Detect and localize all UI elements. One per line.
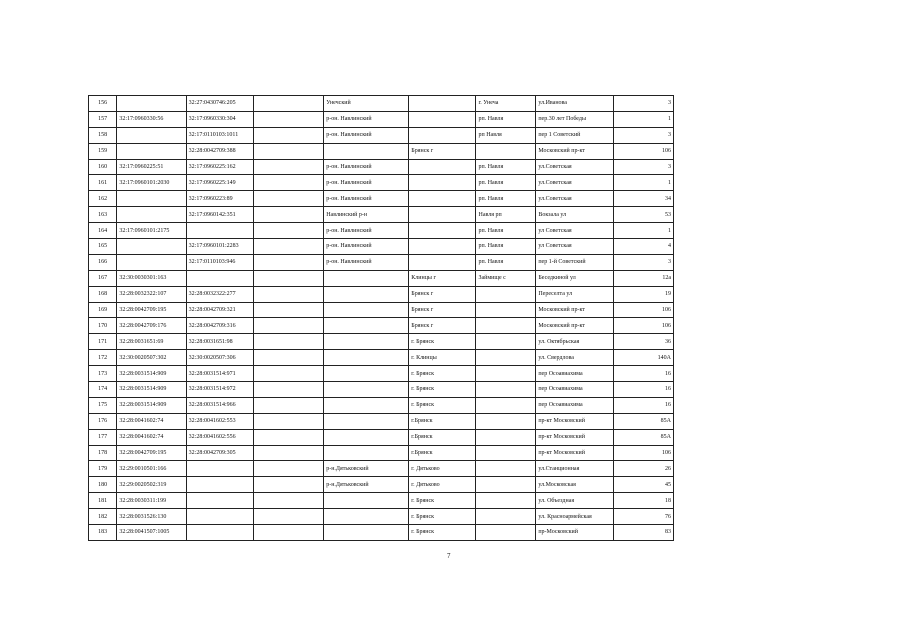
cell-district bbox=[324, 270, 409, 286]
cell-city bbox=[409, 223, 476, 239]
cell-street: ул Советская bbox=[536, 223, 614, 239]
cell-district: р-он. Навлинский bbox=[324, 191, 409, 207]
cell-cadastral-number-land: 32:28:0041602:74 bbox=[117, 413, 186, 429]
cell-street: ул.Иванова bbox=[536, 96, 614, 112]
cell-extra-field bbox=[253, 445, 323, 461]
cell-settlement bbox=[476, 445, 536, 461]
cell-house-number: 1 bbox=[614, 175, 674, 191]
cell-cadastral-number-building: 32:28:0042709:305 bbox=[186, 445, 253, 461]
cell-house-number: 3 bbox=[614, 96, 674, 112]
cell-settlement bbox=[476, 397, 536, 413]
cell-district bbox=[324, 493, 409, 509]
cell-cadastral-number-building: 32:28:0042709:316 bbox=[186, 318, 253, 334]
cell-row-number: 172 bbox=[89, 350, 117, 366]
cell-cadastral-number-land: 32:28:0042709:195 bbox=[117, 445, 186, 461]
cell-cadastral-number-building: 32:28:0031514:966 bbox=[186, 397, 253, 413]
cell-cadastral-number-building: 32:28:0031514:971 bbox=[186, 366, 253, 382]
cell-cadastral-number-building: 32:28:0041602:553 bbox=[186, 413, 253, 429]
cell-house-number: 85А bbox=[614, 413, 674, 429]
cell-city: г. Брянск bbox=[409, 493, 476, 509]
table-row bbox=[89, 429, 674, 445]
cell-cadastral-number-land: 32:17:0960101:2175 bbox=[117, 223, 186, 239]
cell-district: р-он. Навлинский bbox=[324, 111, 409, 127]
cell-settlement: рп. Навля bbox=[476, 239, 536, 255]
cell-cadastral-number-building bbox=[186, 461, 253, 477]
table-row bbox=[89, 493, 674, 509]
cell-row-number: 160 bbox=[89, 159, 117, 175]
table-row bbox=[89, 382, 674, 398]
cell-house-number: 3 bbox=[614, 254, 674, 270]
cell-cadastral-number-building bbox=[186, 493, 253, 509]
cell-district bbox=[324, 429, 409, 445]
cell-settlement: г. Унеча bbox=[476, 96, 536, 112]
cell-district: Навлинский р-н bbox=[324, 207, 409, 223]
cell-row-number: 183 bbox=[89, 525, 117, 541]
cell-street: пер 1 Советский bbox=[536, 127, 614, 143]
cell-house-number: 34 bbox=[614, 191, 674, 207]
table-row bbox=[89, 525, 674, 541]
cell-settlement: рп. Навля bbox=[476, 159, 536, 175]
cell-city bbox=[409, 207, 476, 223]
cell-cadastral-number-building bbox=[186, 270, 253, 286]
cell-house-number: 3 bbox=[614, 127, 674, 143]
cell-row-number: 167 bbox=[89, 270, 117, 286]
cell-settlement bbox=[476, 143, 536, 159]
table-row bbox=[89, 397, 674, 413]
table-row bbox=[89, 159, 674, 175]
cell-street: ул.Московская bbox=[536, 477, 614, 493]
cell-settlement bbox=[476, 429, 536, 445]
cell-district: р-н.Дятьковский bbox=[324, 477, 409, 493]
cell-row-number: 175 bbox=[89, 397, 117, 413]
cell-street: Московский пр-кт bbox=[536, 143, 614, 159]
cell-cadastral-number-land: 32:28:0031526:130 bbox=[117, 509, 186, 525]
cell-house-number: 1 bbox=[614, 111, 674, 127]
cell-extra-field bbox=[253, 286, 323, 302]
cell-house-number: 36 bbox=[614, 334, 674, 350]
cell-row-number: 166 bbox=[89, 254, 117, 270]
cell-settlement: рп Навля bbox=[476, 127, 536, 143]
cell-house-number: 4 bbox=[614, 239, 674, 255]
cell-district bbox=[324, 525, 409, 541]
cell-district: р-он. Навлинский bbox=[324, 127, 409, 143]
cell-cadastral-number-land: 32:28:0031514:909 bbox=[117, 366, 186, 382]
cell-settlement bbox=[476, 509, 536, 525]
cell-city bbox=[409, 96, 476, 112]
cell-extra-field bbox=[253, 254, 323, 270]
table-row bbox=[89, 143, 674, 159]
cell-cadastral-number-land: 32:28:0032322:107 bbox=[117, 286, 186, 302]
cell-district bbox=[324, 286, 409, 302]
cell-house-number: 106 bbox=[614, 143, 674, 159]
cell-cadastral-number-land: 32:17:0960101:2030 bbox=[117, 175, 186, 191]
cell-street: Московский пр-кт bbox=[536, 318, 614, 334]
cell-cadastral-number-building: 32:17:0960330:304 bbox=[186, 111, 253, 127]
table-row bbox=[89, 477, 674, 493]
cell-settlement: рп. Навля bbox=[476, 223, 536, 239]
table-row bbox=[89, 461, 674, 477]
cell-row-number: 182 bbox=[89, 509, 117, 525]
cell-district bbox=[324, 445, 409, 461]
cell-row-number: 165 bbox=[89, 239, 117, 255]
cell-settlement bbox=[476, 493, 536, 509]
cell-street: пер 1-й Советский bbox=[536, 254, 614, 270]
cell-district: р-н.Дятьковский bbox=[324, 461, 409, 477]
table-row bbox=[89, 509, 674, 525]
cell-row-number: 171 bbox=[89, 334, 117, 350]
cell-house-number: 16 bbox=[614, 382, 674, 398]
cell-cadastral-number-building: 32:17:0960142:351 bbox=[186, 207, 253, 223]
cell-cadastral-number-land: 32:28:0030311:199 bbox=[117, 493, 186, 509]
cell-extra-field bbox=[253, 477, 323, 493]
cell-row-number: 163 bbox=[89, 207, 117, 223]
cell-cadastral-number-building: 32:28:0042709:321 bbox=[186, 302, 253, 318]
cell-cadastral-number-land bbox=[117, 143, 186, 159]
cell-row-number: 180 bbox=[89, 477, 117, 493]
cell-house-number: 106 bbox=[614, 318, 674, 334]
cell-settlement bbox=[476, 334, 536, 350]
table-row bbox=[89, 207, 674, 223]
cell-row-number: 176 bbox=[89, 413, 117, 429]
cell-city: г. Брянск bbox=[409, 382, 476, 398]
cell-cadastral-number-building: 32:28:0031514:972 bbox=[186, 382, 253, 398]
cell-district: р-он. Навлинский bbox=[324, 254, 409, 270]
cell-cadastral-number-land: 32:28:0042709:195 bbox=[117, 302, 186, 318]
cell-extra-field bbox=[253, 191, 323, 207]
cell-cadastral-number-land: 32:28:0031514:909 bbox=[117, 382, 186, 398]
cell-city bbox=[409, 127, 476, 143]
cell-cadastral-number-land bbox=[117, 191, 186, 207]
table-row bbox=[89, 111, 674, 127]
table-row bbox=[89, 96, 674, 112]
cell-city bbox=[409, 175, 476, 191]
cell-city bbox=[409, 159, 476, 175]
cell-row-number: 157 bbox=[89, 111, 117, 127]
cell-city: Клинцы г bbox=[409, 270, 476, 286]
cell-house-number: 1 bbox=[614, 223, 674, 239]
cell-house-number: 18 bbox=[614, 493, 674, 509]
registry-table-body bbox=[89, 96, 674, 541]
cell-street: ул. Свердлова bbox=[536, 350, 614, 366]
cell-cadastral-number-land bbox=[117, 207, 186, 223]
cell-cadastral-number-building bbox=[186, 477, 253, 493]
table-row bbox=[89, 175, 674, 191]
table-row bbox=[89, 318, 674, 334]
cell-district bbox=[324, 350, 409, 366]
table-row bbox=[89, 302, 674, 318]
cell-row-number: 164 bbox=[89, 223, 117, 239]
table-row bbox=[89, 286, 674, 302]
cell-cadastral-number-building: 32:17:0960223:89 bbox=[186, 191, 253, 207]
cell-row-number: 156 bbox=[89, 96, 117, 112]
table-row bbox=[89, 270, 674, 286]
cell-cadastral-number-building: 32:28:0031651:98 bbox=[186, 334, 253, 350]
cell-extra-field bbox=[253, 207, 323, 223]
cell-settlement bbox=[476, 286, 536, 302]
cell-city: г.Брянск bbox=[409, 429, 476, 445]
cell-street: пер Осоавиахима bbox=[536, 382, 614, 398]
cell-settlement: рп. Навля bbox=[476, 191, 536, 207]
cell-settlement bbox=[476, 382, 536, 398]
cell-extra-field bbox=[253, 159, 323, 175]
cell-settlement bbox=[476, 318, 536, 334]
cell-house-number: 26 bbox=[614, 461, 674, 477]
cell-street: пр-кт Московский bbox=[536, 445, 614, 461]
cell-cadastral-number-land bbox=[117, 254, 186, 270]
cell-city: г. Брянск bbox=[409, 334, 476, 350]
cell-street: Беседкиной ул bbox=[536, 270, 614, 286]
cell-row-number: 162 bbox=[89, 191, 117, 207]
cell-cadastral-number-building: 32:17:0960225:162 bbox=[186, 159, 253, 175]
page-number: 7 bbox=[447, 552, 451, 560]
cell-city: г.Брянск bbox=[409, 445, 476, 461]
cell-street: ул.Советская bbox=[536, 175, 614, 191]
cell-house-number: 16 bbox=[614, 397, 674, 413]
cell-settlement bbox=[476, 477, 536, 493]
table-row bbox=[89, 223, 674, 239]
cell-extra-field bbox=[253, 397, 323, 413]
cell-city: г. Брянск bbox=[409, 366, 476, 382]
table-row bbox=[89, 445, 674, 461]
cell-city: г. Брянск bbox=[409, 525, 476, 541]
cell-settlement: рп. Навля bbox=[476, 175, 536, 191]
cell-cadastral-number-building: 32:28:0041602:556 bbox=[186, 429, 253, 445]
cell-row-number: 170 bbox=[89, 318, 117, 334]
cell-cadastral-number-land: 32:28:0031514:909 bbox=[117, 397, 186, 413]
cell-extra-field bbox=[253, 175, 323, 191]
cell-house-number: 83 bbox=[614, 525, 674, 541]
cell-extra-field bbox=[253, 382, 323, 398]
cell-cadastral-number-land bbox=[117, 239, 186, 255]
cell-house-number: 12а bbox=[614, 270, 674, 286]
cell-settlement bbox=[476, 302, 536, 318]
cell-extra-field bbox=[253, 493, 323, 509]
cell-extra-field bbox=[253, 223, 323, 239]
cell-cadastral-number-building: 32:17:0960101:2283 bbox=[186, 239, 253, 255]
cell-district bbox=[324, 318, 409, 334]
cell-settlement: Навля рп bbox=[476, 207, 536, 223]
cell-cadastral-number-building bbox=[186, 509, 253, 525]
cell-extra-field bbox=[253, 270, 323, 286]
cell-extra-field bbox=[253, 509, 323, 525]
cell-extra-field bbox=[253, 429, 323, 445]
cell-settlement: рп. Навля bbox=[476, 111, 536, 127]
cell-street: ул. Объездная bbox=[536, 493, 614, 509]
cell-city: Брянск г bbox=[409, 318, 476, 334]
cell-house-number: 106 bbox=[614, 445, 674, 461]
cell-city: Брянск г bbox=[409, 143, 476, 159]
cell-city: г. Брянск bbox=[409, 397, 476, 413]
cell-street: пер Осоавиахима bbox=[536, 366, 614, 382]
cell-settlement bbox=[476, 413, 536, 429]
cell-district bbox=[324, 509, 409, 525]
cell-row-number: 179 bbox=[89, 461, 117, 477]
cell-cadastral-number-land: 32:17:0960225:51 bbox=[117, 159, 186, 175]
cell-street: Вокзала ул bbox=[536, 207, 614, 223]
table-row bbox=[89, 334, 674, 350]
cell-settlement bbox=[476, 366, 536, 382]
cell-cadastral-number-land: 32:28:0031651:69 bbox=[117, 334, 186, 350]
cell-settlement: рп. Навля bbox=[476, 254, 536, 270]
cell-city: Брянск г bbox=[409, 302, 476, 318]
table-row bbox=[89, 239, 674, 255]
cell-city bbox=[409, 111, 476, 127]
cell-city: г. Дятьково bbox=[409, 461, 476, 477]
table-row bbox=[89, 191, 674, 207]
cell-district: р-он. Навлинский bbox=[324, 239, 409, 255]
cell-cadastral-number-land: 32:29:0020502:319 bbox=[117, 477, 186, 493]
cell-city: г. Дятьково bbox=[409, 477, 476, 493]
cell-extra-field bbox=[253, 239, 323, 255]
cell-extra-field bbox=[253, 111, 323, 127]
cell-city bbox=[409, 191, 476, 207]
cell-cadastral-number-land: 32:28:0041602:74 bbox=[117, 429, 186, 445]
cell-house-number: 16 bbox=[614, 366, 674, 382]
cell-house-number: 76 bbox=[614, 509, 674, 525]
cell-extra-field bbox=[253, 366, 323, 382]
cell-cadastral-number-land: 32:17:0960330:56 bbox=[117, 111, 186, 127]
cell-extra-field bbox=[253, 461, 323, 477]
cell-street: пр-кт Московский bbox=[536, 413, 614, 429]
cell-cadastral-number-building bbox=[186, 223, 253, 239]
cell-cadastral-number-building: 32:17:0110103:1011 bbox=[186, 127, 253, 143]
table-row bbox=[89, 254, 674, 270]
cell-cadastral-number-building: 32:17:0960225:149 bbox=[186, 175, 253, 191]
cell-row-number: 181 bbox=[89, 493, 117, 509]
cell-street: ул.Советская bbox=[536, 191, 614, 207]
cell-house-number: 19 bbox=[614, 286, 674, 302]
cell-cadastral-number-land: 32:29:0010501:166 bbox=[117, 461, 186, 477]
cell-street: пр-кт Московский bbox=[536, 429, 614, 445]
cell-row-number: 177 bbox=[89, 429, 117, 445]
cell-extra-field bbox=[253, 302, 323, 318]
cell-settlement: Займище с bbox=[476, 270, 536, 286]
cell-street: ул.Станционная bbox=[536, 461, 614, 477]
cell-extra-field bbox=[253, 96, 323, 112]
cell-cadastral-number-building bbox=[186, 525, 253, 541]
cell-cadastral-number-land bbox=[117, 127, 186, 143]
cell-street: ул Советская bbox=[536, 239, 614, 255]
cell-row-number: 158 bbox=[89, 127, 117, 143]
cell-row-number: 174 bbox=[89, 382, 117, 398]
cell-cadastral-number-building: 32:30:0020507:306 bbox=[186, 350, 253, 366]
cell-district: Унечский bbox=[324, 96, 409, 112]
table-row bbox=[89, 127, 674, 143]
cell-settlement bbox=[476, 525, 536, 541]
cell-cadastral-number-land bbox=[117, 96, 186, 112]
cell-street: пер.30 лет Победы bbox=[536, 111, 614, 127]
cell-extra-field bbox=[253, 143, 323, 159]
cell-row-number: 159 bbox=[89, 143, 117, 159]
cell-street: ул.Советская bbox=[536, 159, 614, 175]
cell-cadastral-number-building: 32:28:0042709:388 bbox=[186, 143, 253, 159]
table-row bbox=[89, 413, 674, 429]
cell-extra-field bbox=[253, 350, 323, 366]
cell-house-number: 85А bbox=[614, 429, 674, 445]
cell-cadastral-number-building: 32:28:0032322:277 bbox=[186, 286, 253, 302]
cell-house-number: 3 bbox=[614, 159, 674, 175]
cell-row-number: 173 bbox=[89, 366, 117, 382]
cell-district: р-он. Навлинский bbox=[324, 159, 409, 175]
cell-street: пр-Московский bbox=[536, 525, 614, 541]
cell-district: р-он. Навлинский bbox=[324, 175, 409, 191]
cell-settlement bbox=[476, 461, 536, 477]
cell-row-number: 168 bbox=[89, 286, 117, 302]
cell-city: Брянск г bbox=[409, 286, 476, 302]
cell-cadastral-number-building: 32:17:0110103:946 bbox=[186, 254, 253, 270]
cell-house-number: 53 bbox=[614, 207, 674, 223]
cell-row-number: 161 bbox=[89, 175, 117, 191]
cell-street: ул. Красноармейская bbox=[536, 509, 614, 525]
cell-district bbox=[324, 397, 409, 413]
cell-city: г. Клинцы bbox=[409, 350, 476, 366]
cell-city: г. Брянск bbox=[409, 509, 476, 525]
cell-street: Московский пр-кт bbox=[536, 302, 614, 318]
table-row bbox=[89, 350, 674, 366]
cell-district bbox=[324, 143, 409, 159]
cell-extra-field bbox=[253, 318, 323, 334]
cell-city bbox=[409, 254, 476, 270]
cell-district bbox=[324, 334, 409, 350]
cell-row-number: 169 bbox=[89, 302, 117, 318]
cell-cadastral-number-land: 32:28:0041507:1005 bbox=[117, 525, 186, 541]
cell-district: р-он. Навлинский bbox=[324, 223, 409, 239]
cell-extra-field bbox=[253, 334, 323, 350]
cell-street: Переселта ул bbox=[536, 286, 614, 302]
cell-house-number: 106 bbox=[614, 302, 674, 318]
table-row bbox=[89, 366, 674, 382]
cell-row-number: 178 bbox=[89, 445, 117, 461]
cell-extra-field bbox=[253, 525, 323, 541]
cell-cadastral-number-land: 32:30:0030301:163 bbox=[117, 270, 186, 286]
cell-district bbox=[324, 366, 409, 382]
cell-cadastral-number-land: 32:28:0042709:176 bbox=[117, 318, 186, 334]
cell-cadastral-number-land: 32:30:0020507:302 bbox=[117, 350, 186, 366]
cell-extra-field bbox=[253, 127, 323, 143]
cell-house-number: 140А bbox=[614, 350, 674, 366]
cell-street: ул. Октябрьская bbox=[536, 334, 614, 350]
cell-district bbox=[324, 382, 409, 398]
cell-street: пер Осоавиахима bbox=[536, 397, 614, 413]
property-registry-table bbox=[88, 95, 674, 541]
cell-house-number: 45 bbox=[614, 477, 674, 493]
cell-extra-field bbox=[253, 413, 323, 429]
cell-city: г.Брянск bbox=[409, 413, 476, 429]
cell-settlement bbox=[476, 350, 536, 366]
cell-city bbox=[409, 239, 476, 255]
cell-district bbox=[324, 413, 409, 429]
cell-cadastral-number-building: 32:27:0430746:205 bbox=[186, 96, 253, 112]
cell-district bbox=[324, 302, 409, 318]
